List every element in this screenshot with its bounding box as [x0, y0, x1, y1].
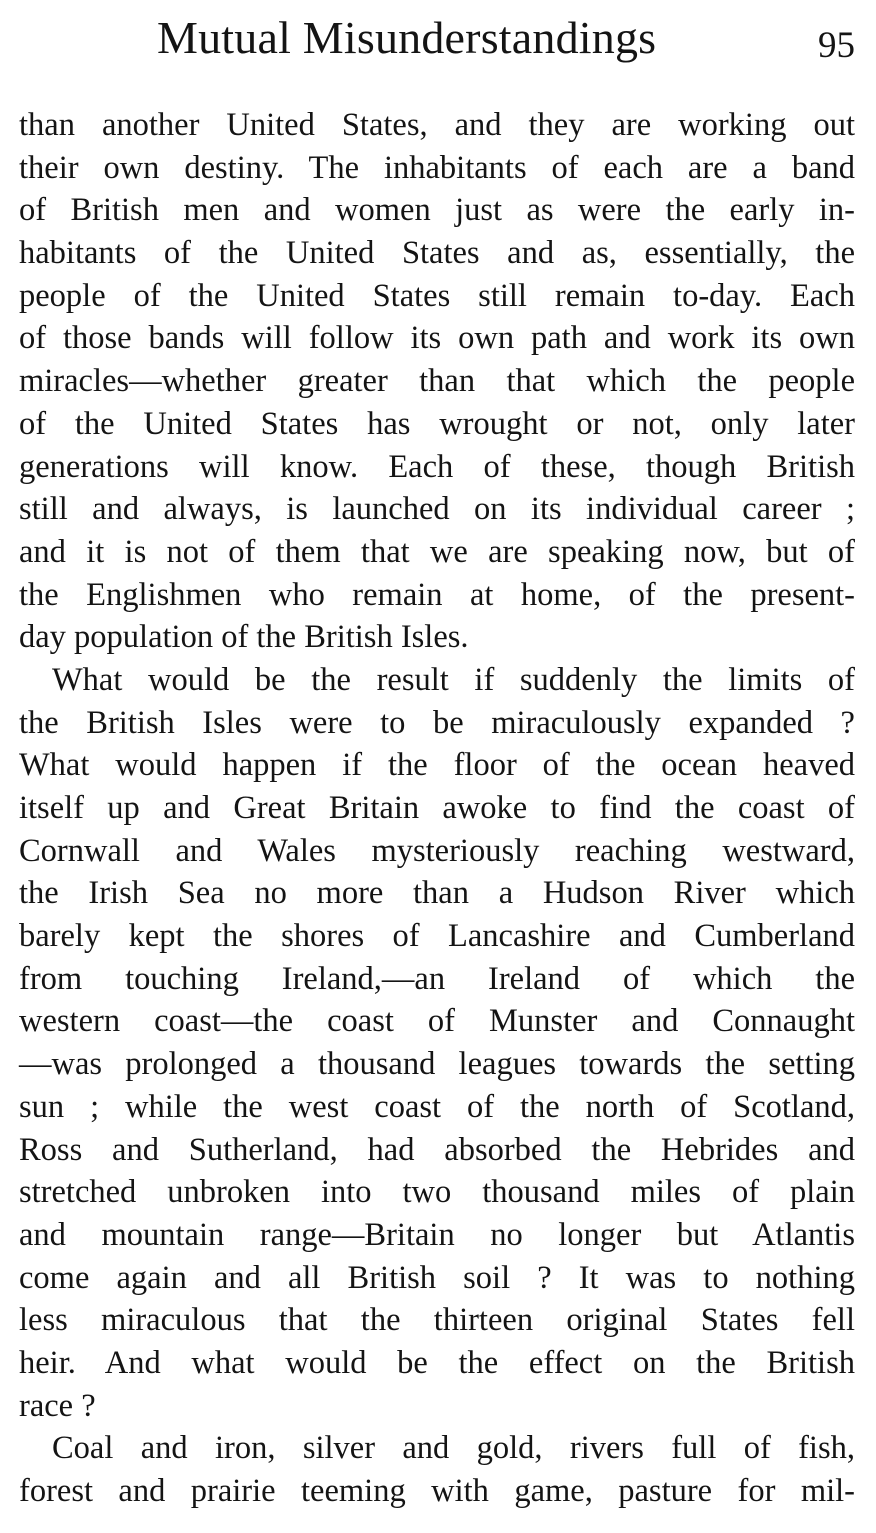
text-line: sun ; while the west coast of the north of Scotland,: [19, 1088, 855, 1125]
page-number: 95: [818, 25, 855, 66]
text-line: the British Isles were to be miraculously expanded ?: [19, 704, 855, 741]
paragraph-end-line: race ?: [19, 1387, 96, 1424]
text-line: and mountain range—Britain no longer but Atlantis: [19, 1216, 855, 1253]
text-line: What would happen if the floor of the ocean heaved: [19, 747, 855, 784]
text-line: from touching Ireland,—an Ireland of which the: [19, 960, 855, 997]
running-title: Mutual Misunderstandings: [157, 12, 657, 63]
text-line: less miraculous that the thirteen original States fell: [19, 1302, 855, 1339]
text-line: of British men and women just as were the early in-: [19, 192, 855, 229]
book-page: [19, 0, 855, 1533]
body-text: [19, 104, 855, 1513]
text-line: forest and prairie teeming with game, pasture for mil-: [19, 1473, 855, 1509]
text-line: Ross and Sutherland, had absorbed the Hebrides and: [19, 1131, 855, 1168]
text-line: —was prolonged a thousand leagues towards the setting: [19, 1046, 855, 1083]
text-line: and it is not of them that we are speaking now, but of: [19, 533, 855, 570]
text-line: Cornwall and Wales mysteriously reaching westward,: [19, 832, 855, 869]
text-line: the Englishmen who remain at home, of the present-: [19, 576, 855, 613]
text-line: habitants of the United States and as, essentially, the: [19, 235, 855, 272]
paragraph-end-line: day population of the British Isles.: [19, 619, 469, 656]
text-line: still and always, is launched on its individual career ;: [19, 491, 855, 528]
text-line: of those bands will follow its own path and work its own: [19, 320, 855, 357]
text-line: the Irish Sea no more than a Hudson River which: [19, 875, 855, 912]
paragraph-start-line: What would be the result if suddenly the limits of: [52, 661, 855, 698]
text-line: itself up and Great Britain awoke to find the coast of: [19, 790, 855, 826]
text-line: come again and all British soil ? It was to nothing: [19, 1259, 855, 1296]
text-line: generations will know. Each of these, though British: [19, 448, 855, 485]
text-line: heir. And what would be the effect on the British: [19, 1344, 855, 1381]
text-line: western coast—the coast of Munster and Connaught: [19, 1003, 855, 1040]
paragraph-start-line: Coal and iron, silver and gold, rivers full of fish,: [52, 1430, 855, 1467]
text-line: of the United States has wrought or not, only later: [19, 405, 855, 442]
text-line: barely kept the shores of Lancashire and Cumberland: [19, 918, 855, 955]
text-line: people of the United States still remain to-day. Each: [19, 277, 855, 314]
text-line: miracles—whether greater than that which the people: [19, 363, 855, 400]
text-line: stretched unbroken into two thousand miles of plain: [19, 1174, 855, 1211]
page-header: [19, 0, 855, 100]
text-line: than another United States, and they are working out: [19, 107, 855, 143]
text-line: their own destiny. The inhabitants of each are a band: [19, 149, 855, 186]
